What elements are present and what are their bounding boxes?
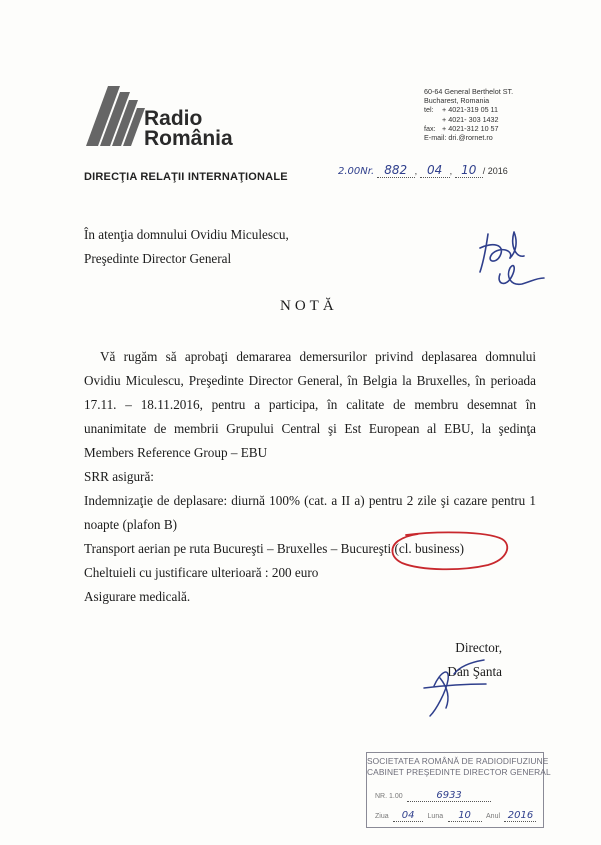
stamp-date-row (375, 805, 536, 823)
red-ink-circle-annotation (388, 529, 512, 573)
expenses-item: Cheltuieli cu justificare ulterioară : 200 euro (84, 565, 319, 580)
stamp-line-1: SOCIETATEA ROMÂNĂ DE RADIODIFUZIUNE (367, 756, 549, 766)
registry-stamp (366, 752, 551, 828)
stamp-day-value: 04 (393, 810, 423, 822)
handwritten-approval-signature (470, 228, 570, 292)
director-signature (410, 658, 490, 718)
registration-number-line: 2.00Nr. 882 , 04 , 10 / 2016 (338, 163, 508, 177)
radio-waves-logo-icon (80, 80, 148, 150)
address-email: E-mail: dri.@rornet.ro (424, 133, 493, 143)
stamp-line-2: CABINET PREŞEDINTE DIRECTOR GENERAL (367, 767, 551, 777)
air-transport-item: Transport aerian pe ruta Bucureşti – Bruxelles – Bucureşti (cl. business) (84, 541, 465, 556)
logo-word-romania: România (144, 127, 233, 150)
ref-prefix: 2.00Nr. (338, 166, 375, 177)
stamp-month-value: 10 (448, 810, 482, 822)
fax-label: fax: (424, 123, 436, 133)
addressee-block (84, 223, 289, 271)
stamp-day-label: Ziua (375, 813, 389, 820)
address-block (424, 87, 513, 142)
signatory-name: Dan Şanta (447, 664, 502, 679)
ref-month: 10 (455, 163, 483, 178)
fax-number: + 4021-312 10 57 (442, 123, 499, 133)
signatory-role: Director, (455, 640, 502, 655)
stamp-number-row (375, 785, 491, 803)
tel-number-1: + 4021-319 05 11 (442, 105, 499, 115)
department-heading: DIRECŢIA RELAŢII INTERNAŢIONALE (84, 171, 288, 183)
ref-year: 2016 (487, 166, 508, 176)
document-title: NOTĂ (280, 298, 338, 314)
tel-label: tel: (424, 105, 434, 115)
tel-number-2: + 4021- 303 1432 (442, 114, 499, 124)
ref-number: 882 (377, 163, 415, 178)
stamp-nr-label: NR. 1.00 (375, 793, 403, 800)
addressee-line-2: Preşedinte Director General (84, 251, 232, 266)
stamp-year-value: 2016 (504, 810, 536, 822)
stamp-year-label: Anul (486, 813, 501, 820)
ref-day: 04 (420, 163, 450, 178)
stamp-month-label: Luna (427, 813, 444, 820)
request-paragraph: Vă rugăm să aprobaţi demararea demersurilor privind deplasarea domnului Ovidiu Miculescu, Preşedinte Director General, în Belgia la Bruxelles, în perioada 17.11. – 18.11.2016, pentru a participa, în calitate de membru desemnat în unanimitate de membrii Grupului Central şi Est European al EBU, la şedinţa Members Reference Group – EBU (84, 349, 536, 460)
radio-romania-logo (80, 80, 240, 150)
stamp-nr-value: 6933 (407, 790, 491, 802)
address-street: 60-64 General Berthelot ST. (424, 87, 514, 96)
srr-provides-label: SRR asigură: (84, 469, 154, 484)
allowance-item: Indemnizaţie de deplasare: diurnă 100% (cat. a II a) pentru 2 zile şi cazare pentru 1 noapte (plafon B) (84, 493, 536, 532)
medical-insurance-item: Asigurare medicală. (84, 589, 191, 604)
addressee-line-1: În atenţia domnului Ovidiu Miculescu, (84, 227, 289, 242)
address-city: Bucharest, Romania (424, 96, 490, 106)
logo-word-radio: Radio (144, 107, 203, 130)
